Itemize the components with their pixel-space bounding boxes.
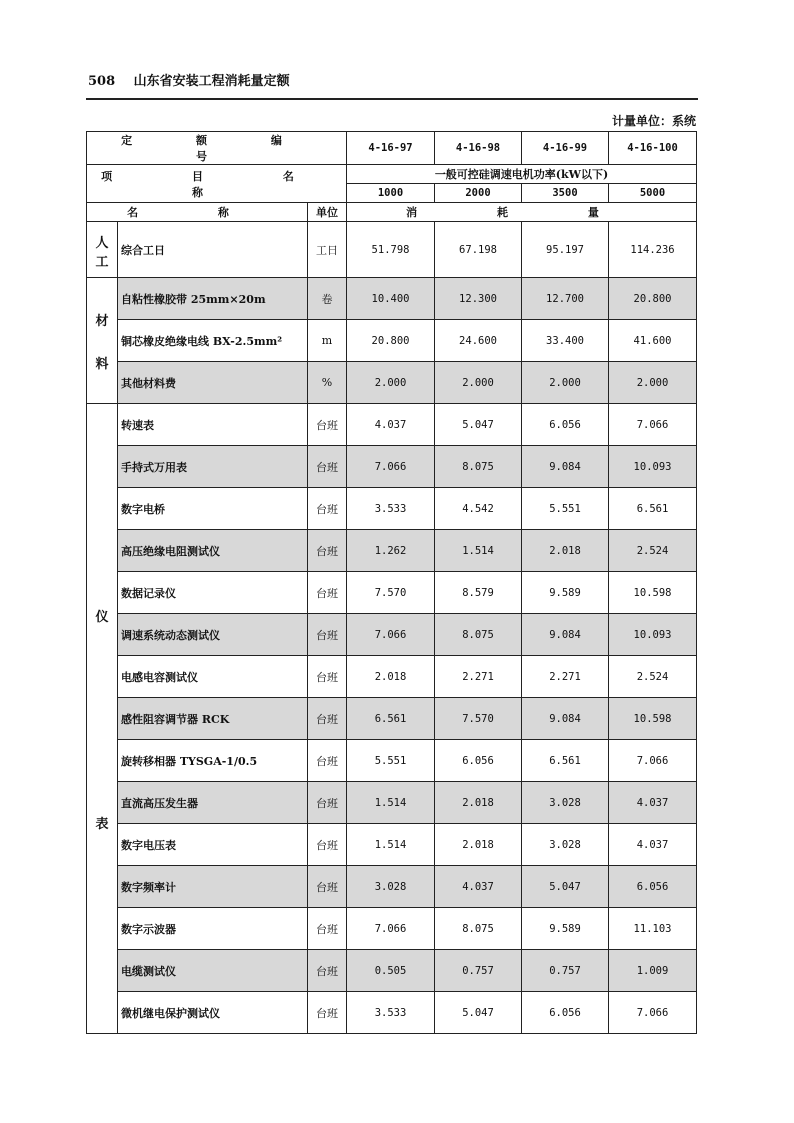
page-header <box>88 70 290 89</box>
item-name: 数字电压表 <box>118 824 308 866</box>
value-cell: 10.598 <box>609 572 697 614</box>
value-cell: 8.075 <box>435 908 522 950</box>
value-cell: 10.093 <box>609 614 697 656</box>
header-rule <box>86 98 698 100</box>
value-cell: 1.514 <box>435 530 522 572</box>
item-name: 数据记录仪 <box>118 572 308 614</box>
value-cell: 2.524 <box>609 530 697 572</box>
table-row <box>87 782 697 824</box>
power-cell: 1000 <box>347 184 435 203</box>
value-cell: 2.271 <box>522 656 609 698</box>
item-name: 综合工日 <box>118 222 308 278</box>
value-cell: 5.047 <box>435 992 522 1034</box>
item-name: 数字频率计 <box>118 866 308 908</box>
value-cell: 95.197 <box>522 222 609 278</box>
value-cell: 2.271 <box>435 656 522 698</box>
item-unit: 工日 <box>308 222 347 278</box>
item-unit: 台班 <box>308 866 347 908</box>
item-unit: 台班 <box>308 614 347 656</box>
value-cell: 5.551 <box>522 488 609 530</box>
col-name-header: 名 称 <box>87 203 308 222</box>
table-row <box>87 488 697 530</box>
value-cell: 114.236 <box>609 222 697 278</box>
value-cell: 5.047 <box>522 866 609 908</box>
category-char: 表 <box>95 816 109 832</box>
value-cell: 9.589 <box>522 908 609 950</box>
quota-label: 定 额 编 号 <box>87 132 347 165</box>
value-cell: 9.589 <box>522 572 609 614</box>
table-row <box>87 824 697 866</box>
item-name: 微机继电保护测试仪 <box>118 992 308 1034</box>
value-cell: 2.018 <box>347 656 435 698</box>
category-cell <box>87 278 118 404</box>
table-row <box>87 530 697 572</box>
power-cell: 2000 <box>435 184 522 203</box>
item-name: 手持式万用表 <box>118 446 308 488</box>
table-row <box>87 614 697 656</box>
value-cell: 6.056 <box>522 992 609 1034</box>
category-char: 人 <box>95 235 109 251</box>
value-cell: 24.600 <box>435 320 522 362</box>
col-unit-header: 单位 <box>308 203 347 222</box>
value-cell: 20.800 <box>347 320 435 362</box>
value-cell: 1.514 <box>347 824 435 866</box>
item-name: 其他材料费 <box>118 362 308 404</box>
value-cell: 2.524 <box>609 656 697 698</box>
value-cell: 7.066 <box>609 404 697 446</box>
value-cell: 1.009 <box>609 950 697 992</box>
page-number: 508 <box>88 74 116 89</box>
power-cell: 5000 <box>609 184 697 203</box>
value-cell: 5.551 <box>347 740 435 782</box>
value-cell: 33.400 <box>522 320 609 362</box>
table-row <box>87 572 697 614</box>
value-cell: 6.561 <box>347 698 435 740</box>
value-cell: 6.561 <box>522 740 609 782</box>
item-unit: 台班 <box>308 698 347 740</box>
value-cell: 6.056 <box>435 740 522 782</box>
table-row <box>87 908 697 950</box>
value-cell: 3.028 <box>522 824 609 866</box>
category-char: 材 <box>95 313 109 329</box>
value-cell: 67.198 <box>435 222 522 278</box>
item-unit: 台班 <box>308 740 347 782</box>
value-cell: 0.757 <box>522 950 609 992</box>
col-consumption-header: 消 耗 量 <box>347 203 697 222</box>
table-row <box>87 404 697 446</box>
value-cell: 3.028 <box>347 866 435 908</box>
value-cell: 8.075 <box>435 446 522 488</box>
item-unit: % <box>308 362 347 404</box>
value-cell: 12.700 <box>522 278 609 320</box>
value-cell: 5.047 <box>435 404 522 446</box>
table-row <box>87 278 697 320</box>
item-unit: 台班 <box>308 656 347 698</box>
value-cell: 6.561 <box>609 488 697 530</box>
value-cell: 3.533 <box>347 488 435 530</box>
value-cell: 3.028 <box>522 782 609 824</box>
table-row <box>87 656 697 698</box>
value-cell: 12.300 <box>435 278 522 320</box>
item-name: 直流高压发生器 <box>118 782 308 824</box>
table-row <box>87 320 697 362</box>
table-row <box>87 740 697 782</box>
item-unit: 卷 <box>308 278 347 320</box>
item-unit: 台班 <box>308 782 347 824</box>
item-name: 旋转移相器 TYSGA-1/0.5 <box>118 740 308 782</box>
value-cell: 10.093 <box>609 446 697 488</box>
item-name: 感性阻容调节器 RCK <box>118 698 308 740</box>
value-cell: 4.037 <box>347 404 435 446</box>
value-cell: 7.066 <box>609 992 697 1034</box>
value-cell: 7.066 <box>347 614 435 656</box>
value-cell: 7.066 <box>347 908 435 950</box>
category-char: 工 <box>95 254 109 270</box>
value-cell: 7.066 <box>347 446 435 488</box>
value-cell: 7.570 <box>347 572 435 614</box>
category-char: 料 <box>95 356 109 372</box>
value-cell: 4.542 <box>435 488 522 530</box>
value-cell: 2.018 <box>435 824 522 866</box>
item-unit: m <box>308 320 347 362</box>
item-name: 转速表 <box>118 404 308 446</box>
project-label: 项 目 名 称 <box>87 165 347 203</box>
value-cell: 8.579 <box>435 572 522 614</box>
category-cell <box>87 404 118 1034</box>
value-cell: 0.505 <box>347 950 435 992</box>
category-cell <box>87 222 118 278</box>
unit-note: 计量单位：系统 <box>611 114 696 128</box>
table-row <box>87 446 697 488</box>
table-row <box>87 362 697 404</box>
quota-table <box>86 131 697 1034</box>
value-cell: 4.037 <box>609 782 697 824</box>
item-name: 调速系统动态测试仪 <box>118 614 308 656</box>
item-name: 电感电容测试仪 <box>118 656 308 698</box>
value-cell: 10.400 <box>347 278 435 320</box>
group-header: 一般可控硅调速电机功率(kW以下) <box>347 165 697 184</box>
value-cell: 4.037 <box>435 866 522 908</box>
code-cell: 4-16-98 <box>435 132 522 165</box>
item-unit: 台班 <box>308 572 347 614</box>
value-cell: 41.600 <box>609 320 697 362</box>
item-name: 数字电桥 <box>118 488 308 530</box>
value-cell: 0.757 <box>435 950 522 992</box>
value-cell: 1.262 <box>347 530 435 572</box>
value-cell: 1.514 <box>347 782 435 824</box>
value-cell: 11.103 <box>609 908 697 950</box>
value-cell: 7.066 <box>609 740 697 782</box>
value-cell: 2.018 <box>522 530 609 572</box>
value-cell: 6.056 <box>609 866 697 908</box>
value-cell: 2.018 <box>435 782 522 824</box>
value-cell: 51.798 <box>347 222 435 278</box>
value-cell: 9.084 <box>522 446 609 488</box>
value-cell: 20.800 <box>609 278 697 320</box>
item-unit: 台班 <box>308 908 347 950</box>
item-unit: 台班 <box>308 950 347 992</box>
table-row <box>87 950 697 992</box>
item-name: 电缆测试仪 <box>118 950 308 992</box>
value-cell: 8.075 <box>435 614 522 656</box>
value-cell: 2.000 <box>435 362 522 404</box>
item-name: 高压绝缘电阻测试仪 <box>118 530 308 572</box>
table-row <box>87 992 697 1034</box>
value-cell: 7.570 <box>435 698 522 740</box>
code-cell: 4-16-100 <box>609 132 697 165</box>
item-name: 数字示波器 <box>118 908 308 950</box>
power-cell: 3500 <box>522 184 609 203</box>
code-cell: 4-16-97 <box>347 132 435 165</box>
value-cell: 2.000 <box>347 362 435 404</box>
value-cell: 9.084 <box>522 614 609 656</box>
value-cell: 3.533 <box>347 992 435 1034</box>
value-cell: 2.000 <box>522 362 609 404</box>
table-row <box>87 698 697 740</box>
item-unit: 台班 <box>308 446 347 488</box>
table-row <box>87 866 697 908</box>
item-unit: 台班 <box>308 404 347 446</box>
item-unit: 台班 <box>308 530 347 572</box>
value-cell: 10.598 <box>609 698 697 740</box>
code-cell: 4-16-99 <box>522 132 609 165</box>
value-cell: 4.037 <box>609 824 697 866</box>
book-title: 山东省安装工程消耗量定额 <box>133 74 290 89</box>
item-unit: 台班 <box>308 488 347 530</box>
item-name: 自粘性橡胶带 25mm×20m <box>118 278 308 320</box>
category-char: 仪 <box>95 609 109 625</box>
value-cell: 9.084 <box>522 698 609 740</box>
item-name: 铜芯橡皮绝缘电线 BX-2.5mm² <box>118 320 308 362</box>
table-row <box>87 222 697 278</box>
value-cell: 6.056 <box>522 404 609 446</box>
item-unit: 台班 <box>308 824 347 866</box>
value-cell: 2.000 <box>609 362 697 404</box>
item-unit: 台班 <box>308 992 347 1034</box>
